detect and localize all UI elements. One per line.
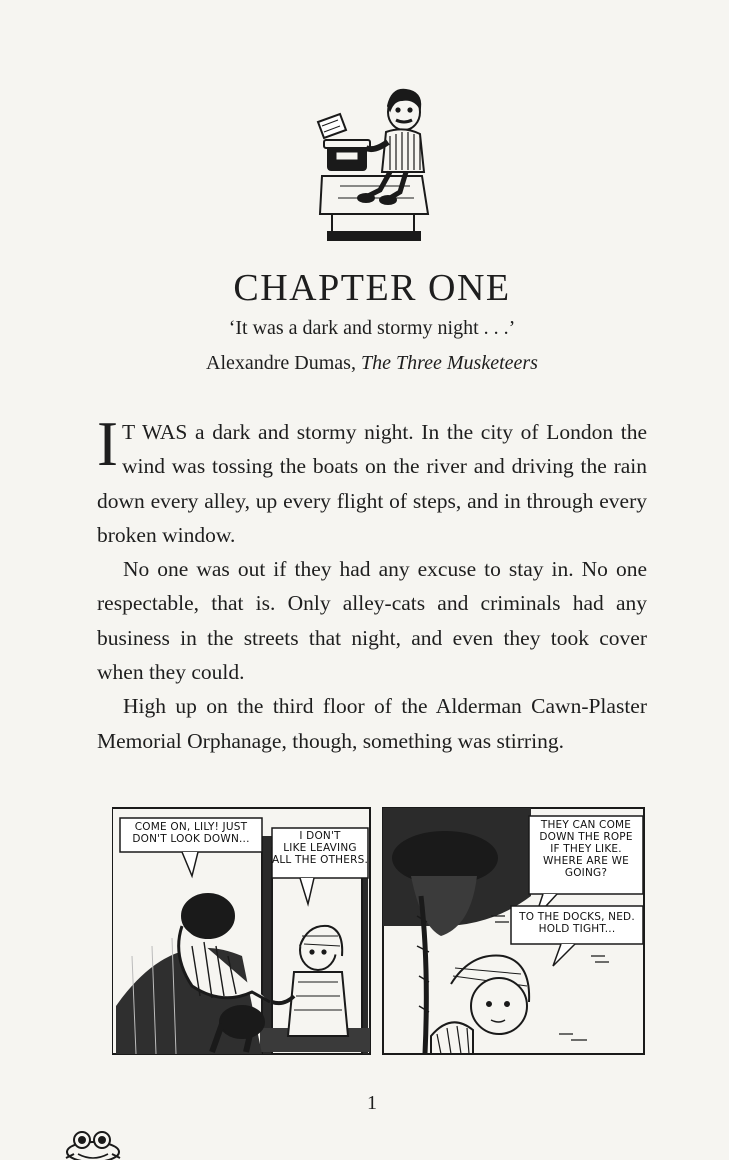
comic-panel-left — [112, 806, 374, 1056]
speech-bubble-dont-like-leaving: I DON'T LIKE LEAVING ALL THE OTHERS. — [272, 830, 369, 866]
page-number: 1 — [367, 1092, 377, 1114]
paragraph-1 — [97, 409, 647, 552]
speech-bubble-come-on-lily: COME ON, LILY! JUST DON'T LOOK DOWN... — [132, 821, 250, 845]
writer-at-typewriter-icon — [310, 86, 440, 244]
paragraph-3: High up on the third floor of the Alderman Cawn-Plaster Memorial Orphanage, though, something was stirring. — [97, 694, 647, 753]
paragraph-1-text: T WAS a dark and stormy night. In the city of London the wind was tossing the boats on the river and driving the rain down every alley, up every flight of steps, and in through every broken window. — [97, 420, 647, 547]
comic-panel-right — [381, 806, 646, 1056]
drop-cap: I — [97, 409, 118, 479]
speech-bubble-to-the-docks: TO THE DOCKS, NED. HOLD TIGHT... — [519, 911, 635, 935]
epigraph-source — [0, 350, 729, 376]
paragraph-2: No one was out if they had any excuse to stay in. No one respectable, that is. Only alley-cats and criminals had any business in the streets that night, and even they took cover when they could. — [97, 557, 647, 685]
epigraph-work: The Three Musketeers — [360, 352, 538, 374]
chapter-body — [97, 409, 647, 758]
chapter-title: CHAPTER ONE — [233, 267, 511, 309]
epigraph-quote: ‘It was a dark and stormy night . . .’ — [228, 317, 516, 339]
epigraph-author: Alexandre Dumas, — [206, 352, 361, 374]
frog-logo-icon — [62, 1128, 124, 1160]
speech-bubble-they-can-come: THEY CAN COME DOWN THE ROPE IF THEY LIKE. WHERE ARE WE GOING? — [539, 819, 633, 879]
